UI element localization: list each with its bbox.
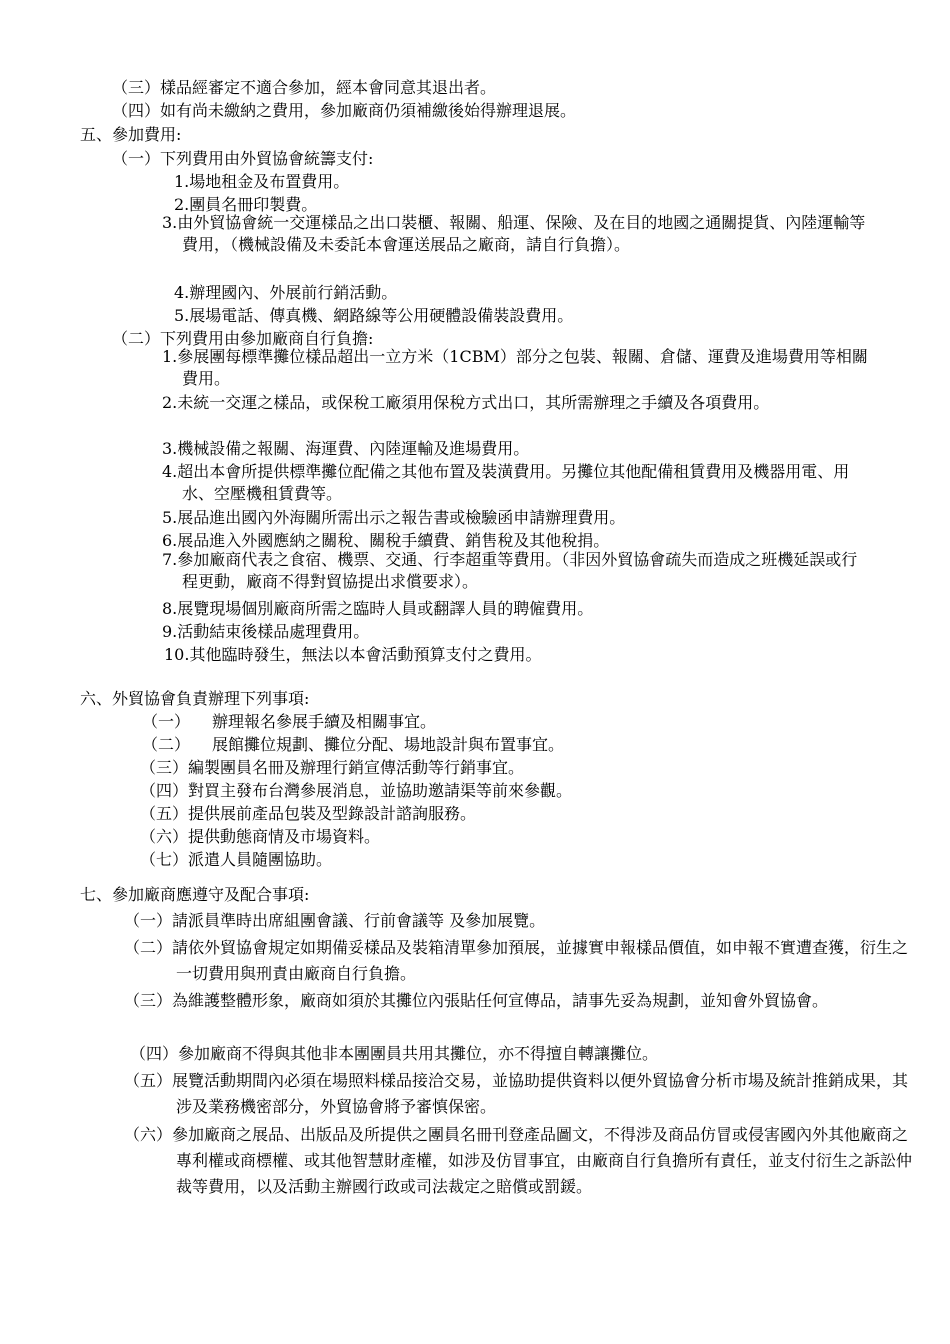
list-item: 6.展品進入外國應納之關稅、關稅手續費、銷售稅及其他稅捐。: [162, 531, 610, 550]
section-7-heading: 七、參加廠商應遵守及配合事項:: [80, 885, 310, 904]
list-item: 4.辦理國內、外展前行銷活動。: [174, 283, 398, 302]
list-item: （三）為維護整體形象，廠商如須於其攤位內張貼任何宣傳品，請事先妥為規劃，並知會外貿協會。: [124, 991, 829, 1010]
list-item: （四）參加廠商不得與其他非本團團員共用其攤位，亦不得擅自轉讓攤位。: [130, 1044, 659, 1063]
list-item: （五）展覽活動期間內必須在場照料樣品接洽交易，並協助提供資料以便外貿協會分析市場及統計推銷成果，其涉及業務機密部分，外貿協會將予審慎保密。: [124, 1071, 909, 1116]
list-item: （四）對買主發布台灣參展消息，並協助邀請渠等前來參觀。: [140, 781, 573, 800]
list-item: 8.展覽現場個別廠商所需之臨時人員或翻譯人員的聘僱費用。: [162, 599, 594, 618]
section-5-a-heading: （一）下列費用由外貿協會統籌支付:: [112, 149, 374, 168]
list-item: 2.未統一交運之樣品，或保稅工廠須用保稅方式出口，其所需辦理之手續及各項費用。: [162, 393, 770, 412]
section-5-b-heading: （二）下列費用由參加廠商自行負擔:: [112, 329, 374, 348]
list-item: （七）派遣人員隨團協助。: [140, 850, 333, 869]
exit-clause-4: （四）如有尚未繳納之費用，參加廠商仍須補繳後始得辦理退展。: [112, 101, 577, 120]
list-item: 5.展場電話、傳真機、網路線等公用硬體設備裝設費用。: [174, 306, 574, 325]
list-item: 3.由外貿協會統一交運樣品之出口裝櫃、報關、船運、保險、及在目的地國之通關提貨、內陸運輸等費用，（機械設備及未委託本會運送展品之廠商，請自行負擔）。: [162, 213, 866, 254]
list-item: （五）提供展前產品包裝及型錄設計諮詢服務。: [140, 804, 477, 823]
list-item: （六）提供動態商情及市場資料。: [140, 827, 381, 846]
list-item: 4.超出本會所提供標準攤位配備之其他布置及裝潢費用。另攤位其他配備租賃費用及機器用電、用水、空壓機租賃費等。: [162, 462, 850, 503]
list-item: （一）請派員準時出席組團會議、行前會議等 及參加展覽。: [124, 911, 546, 930]
section-6-heading: 六、外貿協會負責辦理下列事項:: [80, 689, 310, 708]
list-item: （六）參加廠商之展品、出版品及所提供之團員名冊刊登產品圖文，不得涉及商品仿冒或侵害國內外其他廠商之專利權或商標權、或其他智慧財產權，如涉及仿冒事宜，由廠商自行負擔所有責任，並支付衍生之訴訟仲裁等費用，以及活動主辦國行政或司法裁定之賠償或罰鍰。: [124, 1125, 913, 1196]
list-item: （三）編製團員名冊及辦理行銷宣傳活動等行銷事宜。: [140, 758, 525, 777]
list-item: 1.參展團每標準攤位樣品超出一立方米（1CBM）部分之包裝、報關、倉儲、運費及進場費用等相關費用。: [162, 347, 868, 388]
list-item: 1.場地租金及布置費用。: [174, 172, 350, 191]
list-item: 9.活動結束後樣品處理費用。: [162, 622, 370, 641]
exit-clause-3: （三）樣品經審定不適合參加，經本會同意其退出者。: [112, 78, 497, 97]
section-5-heading: 五、參加費用:: [80, 125, 182, 144]
list-item: 10.其他臨時發生，無法以本會活動預算支付之費用。: [164, 645, 542, 664]
list-item: （一） 辦理報名參展手續及相關事宜。: [142, 712, 437, 731]
list-item: 2.團員名冊印製費。: [174, 195, 318, 214]
list-item: 3.機械設備之報關、海運費、內陸運輸及進場費用。: [162, 439, 530, 458]
list-item: （二）請依外貿協會規定如期備妥樣品及裝箱清單參加預展，並據實申報樣品價值，如申報不實遭查獲，衍生之一切費用與刑責由廠商自行負擔。: [124, 938, 909, 983]
list-item: 5.展品進出國內外海關所需出示之報告書或檢驗函申請辦理費用。: [162, 508, 626, 527]
list-item: （二） 展館攤位規劃、攤位分配、場地設計與布置事宜。: [142, 735, 565, 754]
list-item: 7.參加廠商代表之食宿、機票、交通、行李超重等費用。（非因外貿協會疏失而造成之班機延誤或行程更動，廠商不得對貿協提出求償要求）。: [162, 550, 858, 591]
